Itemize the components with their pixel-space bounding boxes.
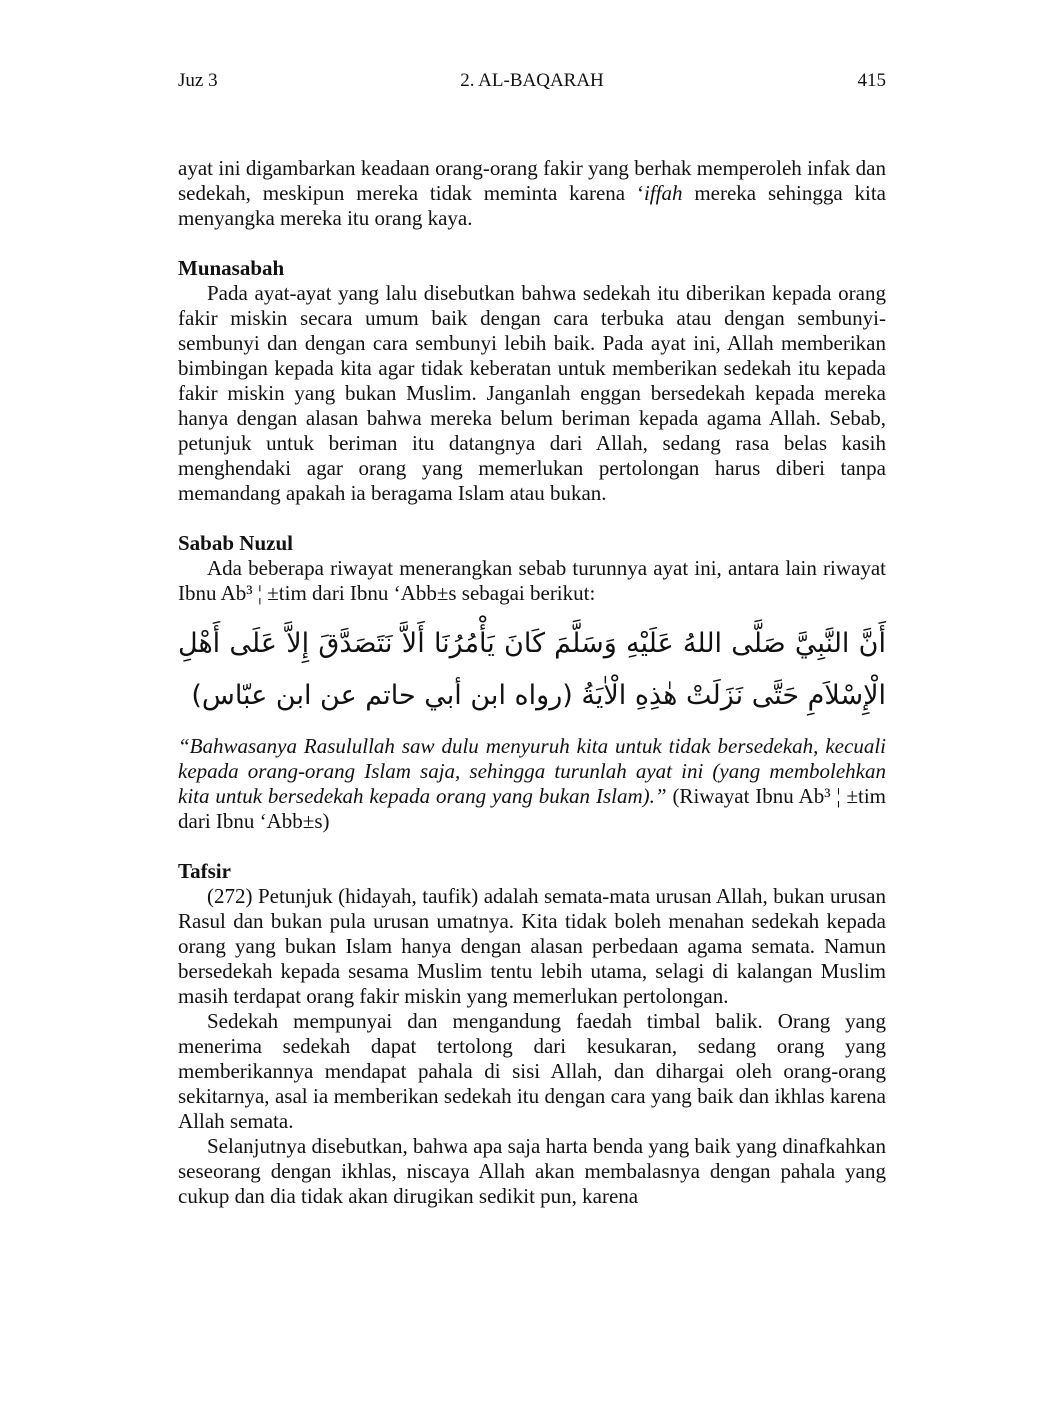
surah-title: 2. AL-BAQARAH [460, 70, 604, 91]
intro-paragraph [178, 156, 886, 231]
intro-text-part2: mereka sehingga kita menyangka mereka itu orang kaya. [178, 181, 886, 230]
juz-label: Juz 3 [178, 70, 218, 91]
tafsir-paragraph: (272) Petunjuk (hidayah, taufik) adalah semata-mata urusan Allah, bukan urusan Rasul dan bukan pula urusan umatnya. Kita tidak boleh menahan sedekah kepada orang yang bukan Islam hanya dengan alasan perbedaan agama semata. Namun bersedekah kepada sesama Muslim tentu lebih utama, selagi di kalangan Muslim masih terdapat orang fakir miskin yang memerlukan pertolongan. [178, 884, 886, 1008]
intro-text-part1: ayat ini digambarkan keadaan orang-orang fakir yang berhak memperoleh infak dan sedekah, meskipun mereka tidak meminta karena ‘ [178, 156, 886, 205]
tafsir-heading: Tafsir [178, 859, 231, 883]
tafsir-paragraph: Selanjutnya disebutkan, bahwa apa saja harta benda yang baik yang dinafkahkan seseorang dengan ikhlas, niscaya Allah akan membalasnya dengan pahala yang cukup dan dia tidak akan dirugikan sedikit pun, karena [178, 1134, 886, 1208]
munasabah-paragraph: Pada ayat-ayat yang lalu disebutkan bahwa sedekah itu diberikan kepada orang fakir miskin secara umum baik dengan cara terbuka atau dengan sembunyi-sembunyi dan dengan cara sembunyi lebih baik. Pada ayat ini, Allah memberikan bimbingan kepada kita agar tidak keberatan untuk memberikan sedekah itu kepada fakir miskin yang bukan Muslim. Janganlah enggan bersedekah kepada mereka hanya dengan alasan bahwa mereka belum beriman kepada agama Allah. Sebab, petunjuk untuk beriman itu datangnya dari Allah, sedang rasa belas kasih menghendaki agar orang yang memerlukan pertolongan harus diberi tanpa memandang apakah ia beragama Islam atau bukan. [178, 281, 886, 505]
hadith-translation-block [178, 734, 886, 834]
page-number: 415 [857, 70, 886, 91]
running-header [178, 70, 886, 100]
sabab-nuzul-intro: Ada beberapa riwayat menerangkan sebab turunnya ayat ini, antara lain riwayat Ibnu Ab³ ¦ ±tim dari Ibnu ‘Abb±s sebagai berikut: [178, 556, 886, 605]
page [178, 70, 886, 1209]
tafsir-paragraph: Sedekah mempunyai dan mengandung faedah timbal balik. Orang yang menerima sedekah dapat tertolong dari kesukaran, sedang orang yang memberikannya mendapat pahala di sisi Allah, dan dihargai oleh orang-orang sekitarnya, asal ia memberikan sedekah itu dengan cara yang baik dan ikhlas karena Allah semata. [178, 1009, 886, 1133]
hadith-translation: “Bahwasanya Rasulullah saw dulu menyuruh kita untuk tidak bersedekah, kecuali kepada orang-orang Islam saja, sehingga turunlah ayat ini (yang membolehkan kita untuk bersedekah kepada orang yang bukan Islam).” [178, 734, 886, 808]
intro-italic-term: iffah [643, 181, 683, 205]
munasabah-heading: Munasabah [178, 256, 285, 280]
hadith-source: (Riwayat Ibnu Ab³ ¦ ±tim dari Ibnu ‘Abb±s) [178, 784, 886, 833]
arabic-hadith: أَنَّ النَّبِيَّ صَلَّى اللهُ عَلَيْهِ وَسَلَّمَ كَانَ يَأْمُرُنَا أَلاَّ نَتَصَدَّقَ إِلاَّ عَلَى أَهْلِ الْإِسْلاَمِ حَتَّى نَزَلَتْ هٰذِهِ الْاٰيَةُ (رواه ابن أبي حاتم عن ابن عبّاس) [178, 628, 886, 711]
sabab-nuzul-heading: Sabab Nuzul [178, 531, 293, 555]
body-text [178, 156, 886, 1209]
